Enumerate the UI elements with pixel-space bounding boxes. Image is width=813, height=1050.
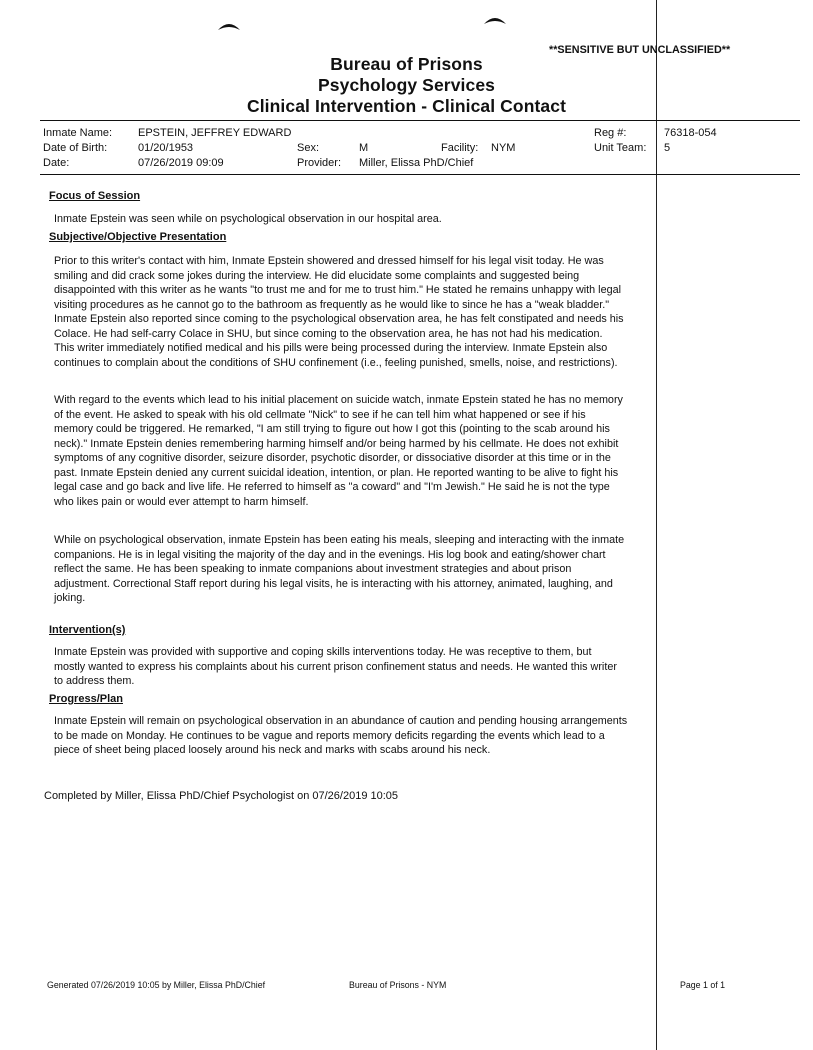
facility-label: Facility: [441, 142, 479, 154]
footer-page-number: Page 1 of 1 [680, 980, 725, 990]
date-value: 07/26/2019 09:09 [138, 157, 224, 169]
inmate-name-label: Inmate Name: [43, 127, 113, 139]
subjective-heading: Subjective/Objective Presentation [49, 231, 227, 243]
footer-source: Bureau of Prisons - NYM [349, 980, 447, 990]
subjective-paragraph-2: With regard to the events which lead to his initial placement on suicide watch, inmate Epstein stated he has no memory of the event. He asked to speak with his old cellmate "Nick" to see if he can tell him what happened or see if his memory could be triggered. He remarked, "I am still trying to figure out how I got this (pointing to the scab around his neck)." Inmate Epstein denies remembering harming himself and/or being harmed by his cellmate. He does not exhibit symptoms of any cognitive disorder, seizure disorder, psychotic disorder, or dissociative disorder at this time or in the past. Inmate Epstein denied any current suicidal ideation, intention, or plan. He reported wanting to be alive to fight his legal case and go back and live life. He referred to himself as "a coward" and "I'm Jewish." He said he is not the type who likes pain or would ever attempt to harm himself. [54, 394, 623, 508]
intervention-text: Inmate Epstein was provided with supportive and coping skills interventions today. He was receptive to them, but mostly wanted to express his complaints about his current prison confinement status and needs. He wanted this writer to address them. [54, 646, 617, 687]
intervention-heading: Intervention(s) [49, 624, 126, 636]
provider-label: Provider: [297, 157, 342, 169]
sex-value: M [359, 142, 369, 154]
document-title: Clinical Intervention - Clinical Contact [246, 96, 567, 116]
facility-value: NYM [491, 142, 516, 154]
sensitivity-marking: **SENSITIVE BUT UNCLASSIFIED** [549, 44, 731, 56]
subjective-paragraph-3: While on psychological observation, inmate Epstein has been eating his meals, sleeping and interacting with the inmate companions. He is in legal visiting the majority of the day and in the evenings. His log book and eating/shower chart reflect the same. He has been speaking to inmate companions about investment strategies and about prison adjustment. Correctional Staff report during his legal visits, he is interacting with his attorney, animated, laughing, and joking. [54, 534, 625, 604]
reg-label: Reg #: [594, 127, 627, 139]
scan-mark-left-icon [216, 20, 242, 32]
department-title: Psychology Services [318, 75, 495, 95]
agency-title: Bureau of Prisons [330, 54, 483, 74]
header-top-rule [40, 120, 800, 121]
sex-label: Sex: [297, 142, 320, 154]
unit-team-value: 5 [664, 142, 671, 154]
focus-text: Inmate Epstein was seen while on psychological observation in our hospital area. [54, 213, 442, 225]
footer-generated: Generated 07/26/2019 10:05 by Miller, Elissa PhD/Chief [47, 980, 266, 990]
scan-mark-right-icon [482, 14, 508, 26]
scan-vertical-line [656, 0, 657, 1050]
provider-value: Miller, Elissa PhD/Chief [359, 157, 474, 169]
completed-by: Completed by Miller, Elissa PhD/Chief Psychologist on 07/26/2019 10:05 [44, 790, 399, 802]
unit-team-label: Unit Team: [594, 142, 647, 154]
progress-heading: Progress/Plan [49, 693, 123, 705]
subjective-paragraph-1: Prior to this writer's contact with him, Inmate Epstein showered and dressed himself for his legal visit today. He was smiling and did crack some jokes during the interview. He did elucidate some complaints and suggested being disappointed with this writer as he wants "to trust me and for me to trust him." He stated he remains unhappy with legal visiting procedures as he cannot go to the bathroom as frequently as he would like to since he has a "weak bladder." Inmate Epstein also reported since coming to the psychological observation area, he has felt constipated and needs his Colace. He had self-carry Colace in SHU, but since coming to the observation area, he has not had his medication. This writer immediately notified medical and his pills were being processed during the interview. Inmate Epstein also continues to complain about the conditions of SHU confinement (i.e., feeling punished, smells, noise, and restrictions). [54, 255, 624, 369]
focus-heading: Focus of Session [49, 190, 141, 202]
dob-value: 01/20/1953 [138, 142, 194, 154]
date-label: Date: [43, 157, 70, 169]
reg-value: 76318-054 [664, 127, 717, 139]
inmate-name: EPSTEIN, JEFFREY EDWARD [138, 127, 292, 139]
header-bottom-rule [40, 174, 800, 175]
dob-label: Date of Birth: [43, 142, 108, 154]
progress-text: Inmate Epstein will remain on psychological observation in an abundance of caution and pending housing arrangements to be made on Monday. He continues to be vague and reports memory deficits regarding the events which lead to a piece of sheet being placed loosely around his neck and marks with scabs around his neck. [54, 715, 628, 756]
